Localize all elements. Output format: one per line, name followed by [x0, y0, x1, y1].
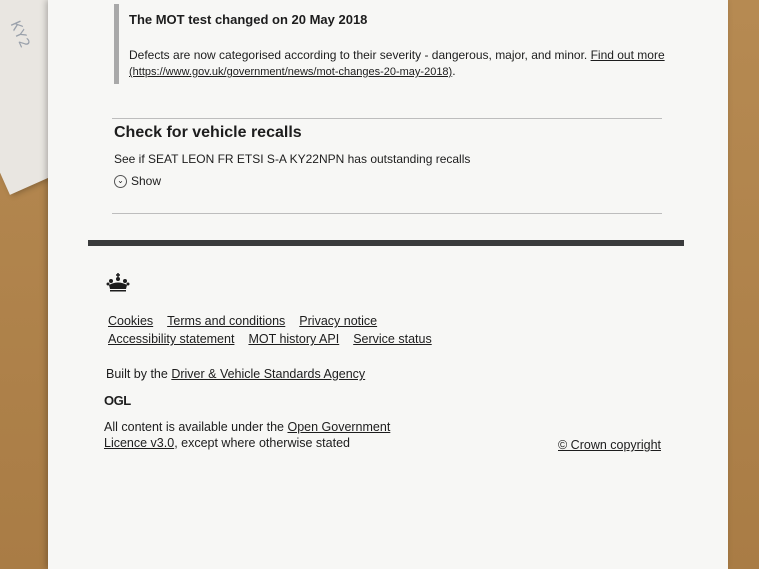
terms-link[interactable]: Terms and conditions [167, 314, 286, 328]
recalls-heading: Check for vehicle recalls [114, 124, 302, 141]
accessibility-link[interactable]: Accessibility statement [108, 332, 235, 346]
find-out-more-link[interactable]: Find out more [590, 48, 665, 62]
dvsa-link[interactable]: Driver & Vehicle Standards Agency [171, 367, 366, 381]
footer-links-row-1 [108, 314, 432, 328]
built-by-prefix: Built by the [106, 367, 168, 381]
footer-links-row-2 [108, 332, 432, 346]
chevron-down-circle-icon: ⌄ [114, 175, 127, 188]
receipt-text: KY2 [6, 18, 33, 52]
printed-page [48, 0, 728, 569]
divider-top [112, 118, 662, 119]
recalls-description: See if SEAT LEON FR ETSI S-A KY22NPN has outstanding recalls [114, 152, 471, 166]
mot-history-api-link[interactable]: MOT history API [248, 332, 340, 346]
licence-prefix: All content is available under the [104, 420, 284, 434]
built-by [106, 367, 365, 381]
notice-body [129, 47, 689, 80]
notice-body-text: Defects are now categorised according to their severity - dangerous, major, and minor. [129, 48, 588, 62]
show-label: Show [131, 174, 162, 188]
notice-trailing: . [452, 64, 456, 78]
show-recalls-toggle[interactable] [114, 174, 674, 188]
service-status-link[interactable]: Service status [353, 332, 432, 346]
open-government-licence-link[interactable]: Open Government Licence v3.0 [104, 420, 391, 450]
footer-top-border [88, 240, 684, 246]
crown-copyright-link[interactable]: © Crown copyright [558, 438, 661, 452]
crown-icon [106, 272, 130, 297]
cookies-link[interactable]: Cookies [108, 314, 154, 328]
privacy-link[interactable]: Privacy notice [299, 314, 378, 328]
licence-text [104, 419, 434, 451]
vehicle-recalls-section [114, 124, 674, 188]
find-out-more-url: (https://www.gov.uk/government/news/mot-changes-20-may-2018) [129, 66, 453, 78]
notice-heading: The MOT test changed on 20 May 2018 [129, 12, 368, 27]
footer-links [108, 314, 432, 350]
mot-change-notice [114, 4, 689, 84]
licence-suffix: , except where otherwise stated [174, 436, 350, 450]
ogl-logo: OGL [104, 393, 131, 408]
divider-bottom [112, 213, 662, 214]
